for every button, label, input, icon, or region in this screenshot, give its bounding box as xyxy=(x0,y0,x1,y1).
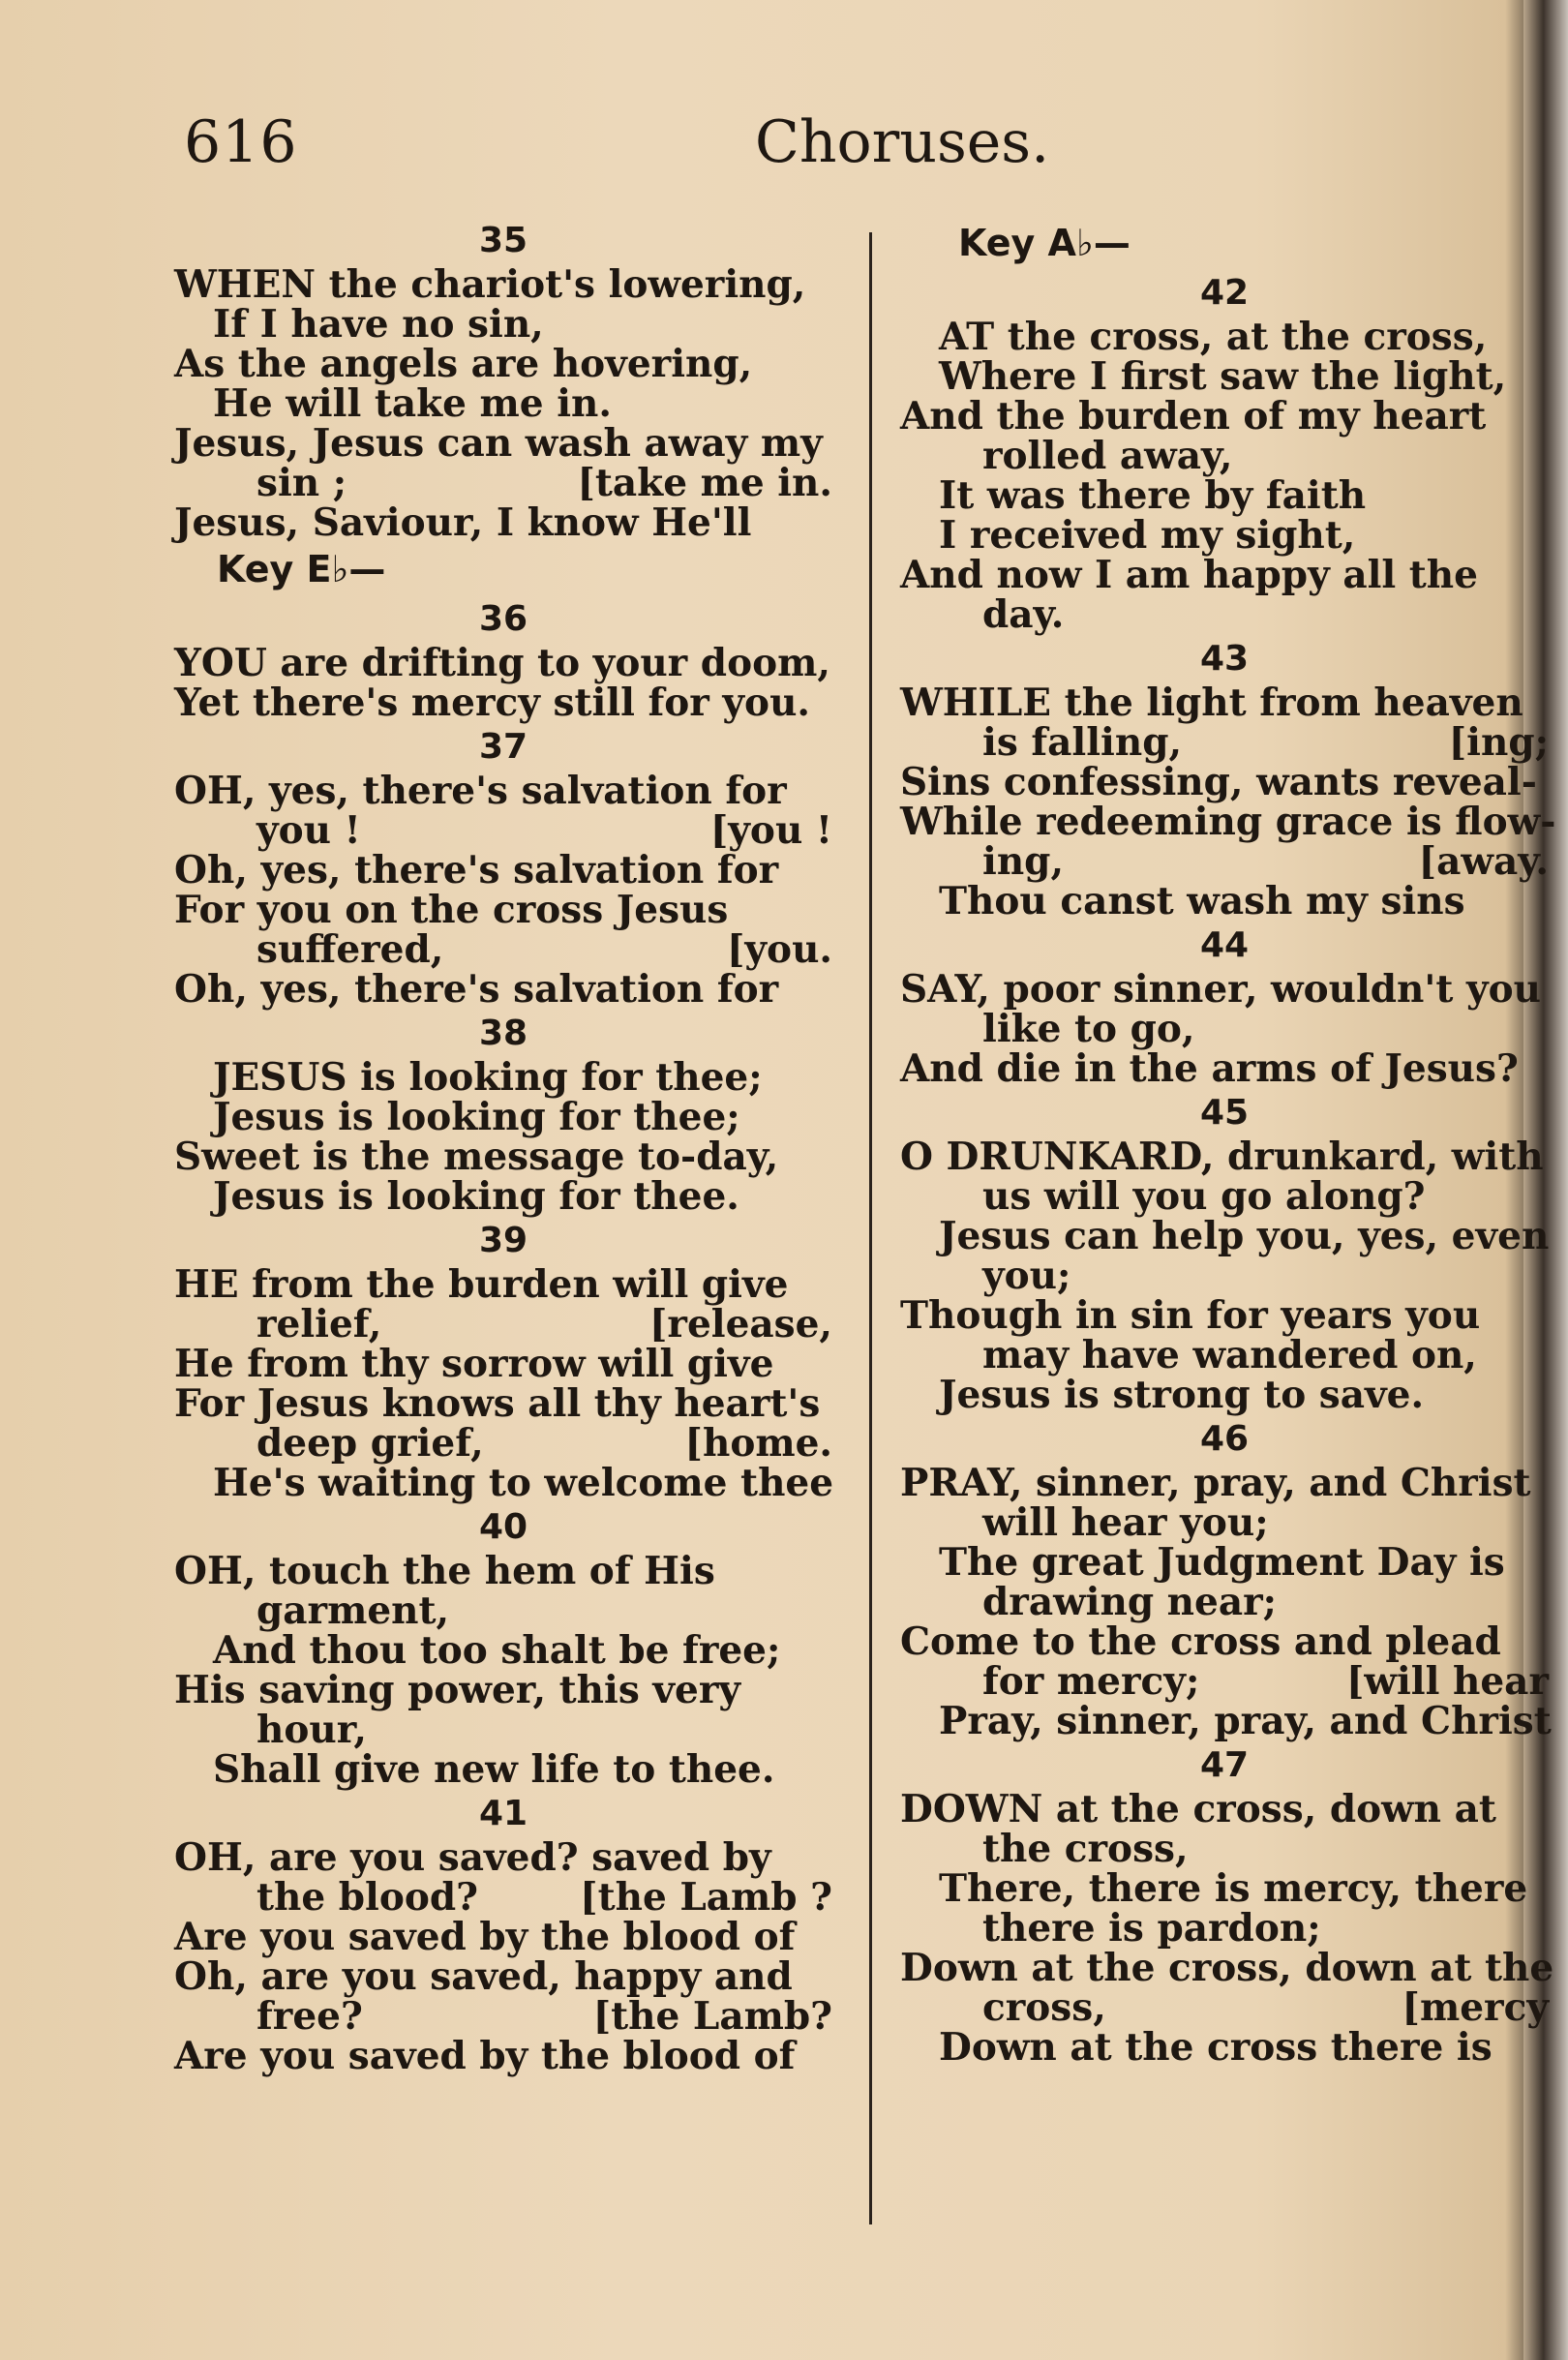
verse-line: He's waiting to welcome thee xyxy=(213,1461,834,1505)
verse-line: SAY, poor sinner, wouldn't you xyxy=(900,967,1541,1012)
verse-line-turnover: [ing; xyxy=(1448,720,1549,765)
verse-line: OH, are you saved? saved by xyxy=(174,1835,771,1880)
running-head: Choruses. xyxy=(755,108,1050,176)
verse-line: the cross, xyxy=(982,1827,1189,1871)
chorus-number: 47 xyxy=(1199,1745,1250,1785)
verse-line: For you on the cross Jesus xyxy=(174,888,729,932)
verse-line-text: suffered, xyxy=(256,927,444,972)
left-column xyxy=(174,217,832,2076)
verse-line: may have wandered on, xyxy=(982,1333,1477,1377)
verse-line: Where I first saw the light, xyxy=(939,354,1507,399)
right-column xyxy=(900,217,1556,2070)
chorus-number: 37 xyxy=(478,727,528,767)
verse-line: garment, xyxy=(256,1588,450,1633)
verse-line xyxy=(900,1985,1549,2030)
verse-line: Oh, are you saved, happy and xyxy=(174,1954,793,1999)
verse-line-turnover: [you. xyxy=(726,927,832,972)
verse-line: Are you saved by the blood of xyxy=(174,2034,796,2078)
chorus-number: 43 xyxy=(1199,639,1250,679)
verse-line: Yet there's mercy still for you. xyxy=(174,681,811,725)
verse-line xyxy=(174,1421,832,1466)
verse-line: He will take me in. xyxy=(213,381,612,426)
verse-line: Sweet is the message to-day, xyxy=(174,1135,779,1179)
verse-line: day. xyxy=(982,592,1065,637)
chorus-number: 42 xyxy=(1199,273,1250,313)
chorus-number: 40 xyxy=(478,1507,528,1547)
verse-line: Are you saved by the blood of xyxy=(174,1915,796,1959)
column-divider xyxy=(869,232,872,2224)
verse-line: us will you go along? xyxy=(982,1174,1426,1219)
verse-line xyxy=(174,1875,832,1920)
verse-line: Jesus is looking for thee. xyxy=(213,1174,739,1219)
verse-line-text: deep grief, xyxy=(256,1421,484,1466)
verse-line: The great Judgment Day is xyxy=(939,1540,1505,1585)
chorus-number: 46 xyxy=(1199,1419,1250,1459)
verse-line-text: is falling, xyxy=(982,720,1183,765)
verse-line: Jesus, Saviour, I know He'll xyxy=(174,500,752,545)
verse-line: Jesus is looking for thee; xyxy=(213,1095,740,1139)
verse-line: His saving power, this very xyxy=(174,1668,741,1712)
verse-line xyxy=(900,839,1549,884)
verse-line-text: you ! xyxy=(256,808,361,853)
verse-line-turnover: [away. xyxy=(1418,839,1549,884)
verse-line: hour, xyxy=(256,1708,368,1752)
verse-line: While redeeming grace is flow- xyxy=(900,800,1556,844)
verse-line-turnover: [will hear xyxy=(1345,1659,1549,1704)
verse-line: For Jesus knows all thy heart's xyxy=(174,1381,821,1426)
page-header xyxy=(184,108,1050,196)
verse-line xyxy=(900,720,1549,765)
verse-line-text: for mercy; xyxy=(982,1659,1200,1704)
verse-line: Jesus can help you, yes, even xyxy=(939,1214,1550,1258)
key-signature-heading: Key A♭— xyxy=(958,222,1131,264)
verse-line: As the angels are hovering, xyxy=(174,342,753,386)
chorus-number: 38 xyxy=(478,1014,528,1053)
verse-line: will hear you; xyxy=(982,1500,1269,1545)
verse-line: Come to the cross and plead xyxy=(900,1619,1501,1664)
verse-line: And die in the arms of Jesus? xyxy=(900,1046,1519,1091)
verse-line xyxy=(900,1659,1549,1704)
verse-line: DOWN at the cross, down at xyxy=(900,1787,1496,1831)
verse-line: OH, yes, there's salvation for xyxy=(174,769,787,813)
verse-line: Thou canst wash my sins xyxy=(939,879,1465,923)
chorus-number: 44 xyxy=(1199,925,1250,965)
verse-line-text: sin ; xyxy=(256,461,347,505)
verse-line: you; xyxy=(982,1254,1071,1298)
verse-line: I received my sight, xyxy=(939,513,1356,558)
verse-line: OH, touch the hem of His xyxy=(174,1549,715,1593)
verse-line-turnover: [release, xyxy=(648,1302,832,1346)
verse-line: HE from the burden will give xyxy=(174,1262,789,1307)
verse-line: And now I am happy all the xyxy=(900,553,1478,597)
verse-line-text: ing, xyxy=(982,839,1065,884)
verse-line-turnover: [the Lamb? xyxy=(592,1994,832,2039)
verse-line: He from thy sorrow will give xyxy=(174,1342,774,1386)
verse-line: O DRUNKARD, drunkard, with xyxy=(900,1135,1544,1179)
verse-line: Pray, sinner, pray, and Christ xyxy=(939,1699,1552,1743)
verse-line: Sins confessing, wants reveal- xyxy=(900,760,1537,804)
chorus-number: 35 xyxy=(478,221,528,260)
verse-line xyxy=(174,808,832,853)
verse-line: Down at the cross, down at the xyxy=(900,1946,1554,1990)
verse-line xyxy=(174,1994,832,2039)
chorus-number: 45 xyxy=(1199,1093,1250,1133)
verse-line-turnover: [you ! xyxy=(709,808,832,853)
verse-line-turnover: [home. xyxy=(684,1421,832,1466)
verse-line-text: the blood? xyxy=(256,1875,478,1920)
verse-line: drawing near; xyxy=(982,1580,1278,1624)
verse-line: And thou too shalt be free; xyxy=(213,1628,781,1673)
chorus-number: 36 xyxy=(478,599,528,639)
verse-line-turnover: [mercy xyxy=(1402,1985,1549,2030)
verse-line: Jesus, Jesus can wash away my xyxy=(174,421,823,466)
verse-line: JESUS is looking for thee; xyxy=(213,1055,763,1100)
verse-line: like to go, xyxy=(982,1007,1195,1051)
verse-line: Down at the cross there is xyxy=(939,2025,1493,2070)
verse-line-turnover: [take me in. xyxy=(577,461,832,505)
key-signature-heading: Key E♭— xyxy=(217,548,386,590)
verse-line-text: cross, xyxy=(982,1985,1106,2030)
verse-line-text: relief, xyxy=(256,1302,382,1346)
verse-line: Jesus is strong to save. xyxy=(939,1373,1425,1417)
verse-line: Shall give new life to thee. xyxy=(213,1747,775,1792)
verse-line: There, there is mercy, there xyxy=(939,1866,1528,1911)
verse-line xyxy=(174,461,832,505)
verse-line-text: free? xyxy=(256,1994,363,2039)
verse-line: WHEN the chariot's lowering, xyxy=(174,262,806,307)
verse-line: Oh, yes, there's salvation for xyxy=(174,967,779,1012)
page-number: 616 xyxy=(184,108,298,176)
verse-line xyxy=(174,927,832,972)
verse-line: rolled away, xyxy=(982,434,1233,478)
verse-line-turnover: [the Lamb ? xyxy=(580,1875,832,1920)
verse-line: Oh, yes, there's salvation for xyxy=(174,848,779,893)
chorus-number: 41 xyxy=(478,1794,528,1833)
verse-line: It was there by faith xyxy=(939,473,1367,518)
verse-line: WHILE the light from heaven xyxy=(900,681,1523,725)
chorus-number: 39 xyxy=(478,1221,528,1260)
verse-line: And the burden of my heart xyxy=(900,394,1487,439)
verse-line: If I have no sin, xyxy=(213,302,544,347)
verse-line xyxy=(174,1302,832,1346)
verse-line: PRAY, sinner, pray, and Christ xyxy=(900,1461,1531,1505)
verse-line: there is pardon; xyxy=(982,1906,1321,1951)
verse-line: AT the cross, at the cross, xyxy=(939,315,1488,359)
verse-line: YOU are drifting to your doom, xyxy=(174,641,830,685)
verse-line: Though in sin for years you xyxy=(900,1293,1481,1338)
